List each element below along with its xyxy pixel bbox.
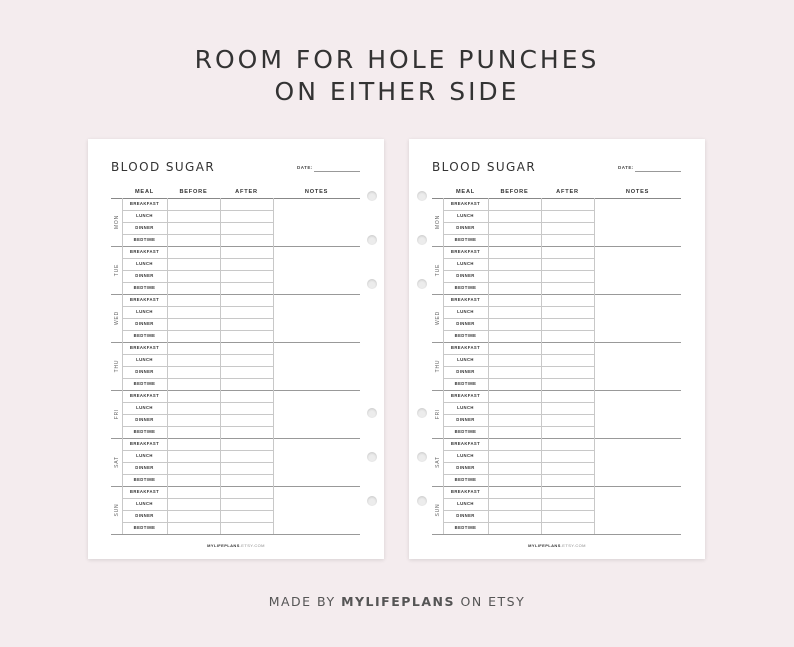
day-label: [111, 390, 122, 438]
day-label: [432, 198, 443, 246]
meal-label: LUNCH: [136, 213, 153, 218]
day-label: [432, 390, 443, 438]
grid-line: [443, 306, 594, 307]
day-label: [111, 438, 122, 486]
grid-line: [122, 258, 273, 259]
grid-line: [111, 294, 360, 295]
grid-line: [443, 426, 594, 427]
meal-label: LUNCH: [457, 501, 474, 506]
grid-line: [443, 282, 594, 283]
date-line: [635, 171, 681, 172]
grid-line: [220, 198, 221, 534]
day-name: FRI: [113, 408, 120, 420]
day-name: WED: [434, 310, 441, 326]
meal-label: BEDTIME: [454, 477, 477, 482]
grid-line: [443, 222, 594, 223]
planner-title: BLOOD SUGAR: [432, 160, 537, 174]
meal-label: BREAKFAST: [129, 249, 160, 254]
day-name: THU: [113, 359, 120, 373]
log-grid: [111, 198, 360, 534]
grid-line: [443, 330, 594, 331]
meal-label: BREAKFAST: [450, 489, 481, 494]
grid-line: [432, 534, 681, 535]
grid-line: [432, 438, 681, 439]
day-label: [111, 342, 122, 390]
grid-line: [443, 450, 594, 451]
meal-label: BEDTIME: [133, 285, 156, 290]
day-label: [432, 438, 443, 486]
meal-label: DINNER: [135, 273, 154, 278]
grid-line: [111, 438, 360, 439]
meal-label: LUNCH: [136, 501, 153, 506]
headline-line-1: ROOM FOR HOLE PUNCHES: [194, 45, 600, 74]
hole-punch-icon: [417, 408, 427, 418]
grid-line: [443, 258, 594, 259]
meal-label: LUNCH: [136, 453, 153, 458]
hole-punch-icon: [367, 452, 377, 462]
grid-line: [273, 198, 274, 534]
meal-label: LUNCH: [457, 357, 474, 362]
column-header-notes: NOTES: [304, 189, 329, 195]
date-line: [314, 171, 360, 172]
day-name: SAT: [434, 456, 441, 468]
meal-label: BREAKFAST: [450, 249, 481, 254]
column-header-before: BEFORE: [179, 189, 208, 195]
grid-line: [111, 198, 360, 199]
day-name: SAT: [113, 456, 120, 468]
grid-line: [443, 522, 594, 523]
headline: [0, 44, 794, 108]
grid-line: [122, 462, 273, 463]
planner-page-left: [88, 139, 384, 559]
grid-line: [111, 342, 360, 343]
meal-label: BREAKFAST: [129, 297, 160, 302]
day-label: [432, 294, 443, 342]
meal-label: DINNER: [135, 513, 154, 518]
meal-label: LUNCH: [457, 453, 474, 458]
grid-line: [122, 414, 273, 415]
hole-punch-icon: [367, 279, 377, 289]
day-name: MON: [113, 214, 120, 230]
grid-line: [111, 246, 360, 247]
day-label: [432, 486, 443, 534]
meal-label: BREAKFAST: [450, 297, 481, 302]
meal-label: DINNER: [456, 513, 475, 518]
grid-line: [122, 210, 273, 211]
meal-label: LUNCH: [457, 309, 474, 314]
column-header-after: AFTER: [235, 189, 258, 195]
meal-label: BEDTIME: [133, 477, 156, 482]
meal-label: BREAKFAST: [450, 201, 481, 206]
day-name: FRI: [434, 408, 441, 420]
meal-label: BREAKFAST: [129, 441, 160, 446]
grid-line: [432, 486, 681, 487]
meal-label: BREAKFAST: [450, 393, 481, 398]
grid-line: [443, 210, 594, 211]
meal-label: DINNER: [456, 321, 475, 326]
grid-line: [443, 414, 594, 415]
day-name: SUN: [113, 503, 120, 517]
grid-line: [443, 318, 594, 319]
hole-punch-icon: [367, 191, 377, 201]
date-label: DATE:: [297, 165, 313, 170]
hole-punch-icon: [417, 235, 427, 245]
meal-label: BEDTIME: [133, 237, 156, 242]
footer-suffix: ON ETSY: [455, 594, 526, 609]
meal-label: DINNER: [135, 225, 154, 230]
day-name: TUE: [434, 263, 441, 277]
day-name: WED: [113, 310, 120, 326]
grid-line: [111, 486, 360, 487]
meal-label: DINNER: [135, 465, 154, 470]
meal-label: DINNER: [456, 273, 475, 278]
column-header-meal: MEAL: [134, 189, 155, 195]
grid-line: [122, 330, 273, 331]
grid-line: [111, 390, 360, 391]
hole-punch-icon: [367, 408, 377, 418]
day-name: TUE: [113, 263, 120, 277]
hole-punch-icon: [367, 235, 377, 245]
meal-label: LUNCH: [457, 261, 474, 266]
meal-label: DINNER: [456, 369, 475, 374]
grid-line: [432, 294, 681, 295]
hole-punch-icon: [417, 279, 427, 289]
log-grid: [432, 198, 681, 534]
meal-label: DINNER: [135, 321, 154, 326]
grid-line: [122, 198, 123, 534]
column-header-before: BEFORE: [500, 189, 529, 195]
meal-label: BEDTIME: [133, 381, 156, 386]
meal-label: BEDTIME: [133, 333, 156, 338]
grid-line: [122, 222, 273, 223]
day-label: [111, 486, 122, 534]
meal-label: DINNER: [135, 417, 154, 422]
grid-line: [443, 366, 594, 367]
meal-label: BEDTIME: [454, 237, 477, 242]
grid-line: [432, 246, 681, 247]
grid-line: [122, 510, 273, 511]
grid-line: [122, 402, 273, 403]
meal-label: BEDTIME: [454, 285, 477, 290]
page-footer-url: [88, 543, 384, 548]
url-main: MYLIFEPLANS: [207, 543, 240, 548]
url-suffix: .ETSY.COM: [239, 543, 265, 548]
grid-line: [443, 462, 594, 463]
meal-label: DINNER: [456, 465, 475, 470]
grid-line: [443, 198, 444, 534]
meal-label: BEDTIME: [133, 525, 156, 530]
day-name: MON: [434, 214, 441, 230]
day-name: SUN: [434, 503, 441, 517]
grid-line: [432, 198, 681, 199]
meal-label: BREAKFAST: [450, 441, 481, 446]
grid-line: [122, 306, 273, 307]
grid-line: [443, 378, 594, 379]
grid-line: [122, 522, 273, 523]
url-suffix: .ETSY.COM: [560, 543, 586, 548]
grid-line: [122, 354, 273, 355]
meal-label: BEDTIME: [133, 429, 156, 434]
meal-label: BREAKFAST: [129, 393, 160, 398]
url-main: MYLIFEPLANS: [528, 543, 561, 548]
grid-line: [541, 198, 542, 534]
day-label: [432, 342, 443, 390]
grid-line: [443, 474, 594, 475]
planner-page-right: [409, 139, 705, 559]
hole-punch-icon: [417, 496, 427, 506]
meal-label: LUNCH: [136, 309, 153, 314]
grid-line: [594, 198, 595, 534]
column-header-notes: NOTES: [625, 189, 650, 195]
day-label: [432, 246, 443, 294]
hole-punch-icon: [417, 452, 427, 462]
hole-punch-icon: [417, 191, 427, 201]
column-header-meal: MEAL: [455, 189, 476, 195]
meal-label: BREAKFAST: [129, 201, 160, 206]
footer-prefix: MADE BY: [268, 594, 342, 609]
meal-label: LUNCH: [457, 405, 474, 410]
meal-label: LUNCH: [457, 213, 474, 218]
grid-line: [122, 498, 273, 499]
grid-line: [443, 510, 594, 511]
page-footer-url: [409, 543, 705, 548]
headline-line-2: ON EITHER SIDE: [274, 77, 520, 106]
grid-line: [122, 318, 273, 319]
grid-line: [122, 378, 273, 379]
grid-line: [111, 534, 360, 535]
day-label: [111, 198, 122, 246]
meal-label: BREAKFAST: [129, 345, 160, 350]
footer-credit: [0, 594, 794, 609]
meal-label: BEDTIME: [454, 333, 477, 338]
meal-label: BEDTIME: [454, 429, 477, 434]
grid-line: [122, 282, 273, 283]
grid-line: [122, 426, 273, 427]
grid-line: [443, 498, 594, 499]
day-name: THU: [434, 359, 441, 373]
meal-label: LUNCH: [136, 261, 153, 266]
grid-line: [167, 198, 168, 534]
meal-label: BREAKFAST: [129, 489, 160, 494]
meal-label: DINNER: [456, 225, 475, 230]
footer-brand: MYLIFEPLANS: [341, 594, 456, 609]
meal-label: DINNER: [135, 369, 154, 374]
grid-line: [432, 390, 681, 391]
meal-label: LUNCH: [136, 405, 153, 410]
meal-label: BEDTIME: [454, 525, 477, 530]
grid-line: [488, 198, 489, 534]
column-header-after: AFTER: [556, 189, 579, 195]
meal-label: BEDTIME: [454, 381, 477, 386]
day-label: [111, 246, 122, 294]
meal-label: DINNER: [456, 417, 475, 422]
hole-punch-icon: [367, 496, 377, 506]
grid-line: [443, 270, 594, 271]
date-label: DATE:: [618, 165, 634, 170]
grid-line: [122, 234, 273, 235]
grid-line: [443, 354, 594, 355]
grid-line: [432, 342, 681, 343]
day-label: [111, 294, 122, 342]
planner-title: BLOOD SUGAR: [111, 160, 216, 174]
meal-label: LUNCH: [136, 357, 153, 362]
grid-line: [122, 270, 273, 271]
grid-line: [443, 402, 594, 403]
grid-line: [443, 234, 594, 235]
meal-label: BREAKFAST: [450, 345, 481, 350]
grid-line: [122, 474, 273, 475]
grid-line: [122, 450, 273, 451]
grid-line: [122, 366, 273, 367]
